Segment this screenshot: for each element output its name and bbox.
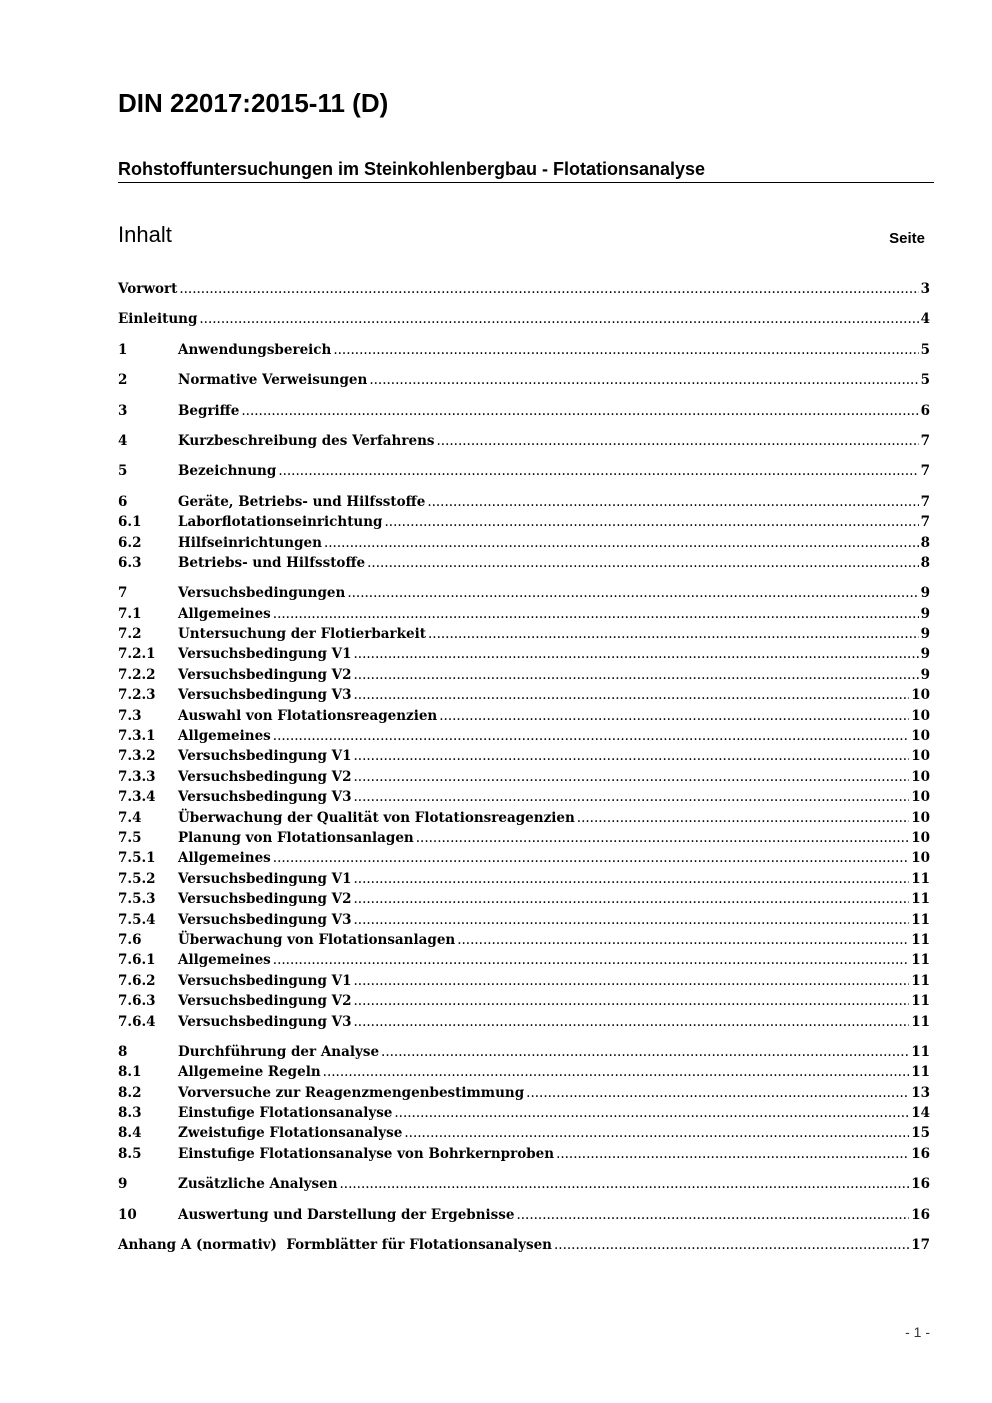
page-number: - 1 -	[905, 1324, 930, 1340]
toc-page-column-label: Seite	[889, 230, 925, 247]
toc-entry-leader-dots	[353, 787, 909, 807]
toc-entry-number: 7.1	[118, 605, 142, 622]
toc-entry[interactable]	[118, 930, 930, 950]
toc-entry-title: Überwachung der Qualität von Flotationsreagenzien	[178, 809, 575, 826]
toc-entry-number: 7.3.1	[118, 728, 156, 745]
toc-entry-page: 11	[911, 952, 930, 969]
toc-entry-page: 16	[911, 1206, 930, 1223]
toc-entry-title: Versuchsbedingungen	[178, 585, 346, 602]
toc-entry-page: 10	[911, 728, 930, 745]
toc-entry[interactable]	[118, 624, 930, 644]
toc-entry-number: 6.3	[118, 554, 142, 571]
toc-entry-leader-dots	[353, 910, 909, 930]
toc-entry[interactable]	[118, 279, 930, 299]
toc-entry-title: Versuchsbedingung V2	[178, 993, 352, 1010]
toc-entry-leader-dots	[353, 665, 918, 685]
toc-entry-page: 10	[911, 829, 930, 846]
toc-entry-number: 7.2.1	[118, 646, 156, 663]
toc-entry-number: 7.3.4	[118, 789, 156, 806]
toc-entry[interactable]	[118, 910, 930, 930]
toc-entry-page: 9	[920, 626, 930, 643]
toc-entry-number: 9	[118, 1176, 128, 1193]
toc-entry-leader-dots	[427, 492, 918, 512]
document-subtitle: Rohstoffuntersuchungen im Steinkohlenbergbau - Flotationsanalyse	[118, 158, 934, 183]
toc-entry-leader-dots	[353, 685, 909, 705]
toc-entry-page: 11	[911, 993, 930, 1010]
toc-entry[interactable]	[118, 431, 930, 451]
toc-entry-number: 7.6.3	[118, 993, 156, 1010]
toc-entry-title: Anwendungsbereich	[178, 341, 332, 358]
toc-entry-title: Versuchsbedingung V2	[178, 666, 352, 683]
toc-entry-number: 7.6	[118, 931, 142, 948]
toc-entry-number: 7.3	[118, 707, 142, 724]
toc-entry[interactable]	[118, 950, 930, 970]
toc-entry-title: Versuchsbedingung V3	[178, 687, 352, 704]
toc-entry-leader-dots	[428, 624, 919, 644]
toc-entry-leader-dots	[439, 706, 909, 726]
toc-entry-page: 6	[920, 402, 930, 419]
toc-entry-number: 6.1	[118, 514, 142, 531]
toc-entry-leader-dots	[404, 1123, 909, 1143]
toc-entry-page: 10	[911, 748, 930, 765]
toc-entry-number: 6	[118, 493, 128, 510]
toc-entry-title: Untersuchung der Flotierbarkeit	[178, 626, 426, 643]
toc-entry-number: 7.5.1	[118, 850, 156, 867]
toc-entry-title: Begriffe	[178, 402, 240, 419]
toc-entry-number: 8.5	[118, 1145, 142, 1162]
toc-entry[interactable]	[118, 553, 930, 573]
toc-heading: Inhalt	[118, 222, 172, 247]
toc-entry[interactable]	[118, 1144, 930, 1164]
toc-entry-number: 8.1	[118, 1064, 142, 1081]
toc-entry[interactable]	[118, 1205, 930, 1225]
toc-entry-leader-dots	[577, 808, 909, 828]
toc-entry-page: 7	[920, 514, 930, 531]
toc-entry[interactable]	[118, 971, 930, 991]
toc-entry[interactable]	[118, 644, 930, 664]
toc-entry-leader-dots	[381, 1042, 909, 1062]
toc-entry-number: 1	[118, 341, 128, 358]
toc-entry-page: 17	[911, 1237, 930, 1254]
toc-entry-number: 7.5.2	[118, 870, 156, 887]
toc-entry-title: Laborflotationseinrichtung	[178, 514, 383, 531]
toc-entry-number: 3	[118, 402, 128, 419]
toc-entry-title: Versuchsbedingung V3	[178, 1013, 352, 1030]
toc-entry-number: 7.5.3	[118, 891, 156, 908]
toc-entry-title: Planung von Flotationsanlagen	[178, 829, 414, 846]
toc-entry-page: 11	[911, 870, 930, 887]
toc-entry-title: Einstufige Flotationsanalyse von Bohrkernproben	[178, 1145, 555, 1162]
toc-entry[interactable]	[118, 889, 930, 909]
toc-entry[interactable]	[118, 604, 930, 624]
toc-entry-number: 7.3.2	[118, 748, 156, 765]
toc-entry-number: 6.2	[118, 534, 142, 551]
toc-entry-number: 7.5.4	[118, 911, 156, 928]
toc-entry-number: 5	[118, 463, 128, 480]
toc-entry-leader-dots	[437, 431, 919, 451]
toc-entry-title: Anhang A (normativ) Formblätter für Flotationsanalysen	[118, 1237, 552, 1254]
toc-entry-title: Auswahl von Flotationsreagenzien	[178, 707, 438, 724]
toc-entry-number: 10	[118, 1206, 137, 1223]
toc-entry-leader-dots	[199, 309, 918, 329]
toc-entry-title: Zusätzliche Analysen	[178, 1176, 338, 1193]
toc-entry-leader-dots	[457, 930, 909, 950]
toc-entry-page: 11	[911, 931, 930, 948]
toc-entry-leader-dots	[353, 869, 909, 889]
toc-entry-title: Versuchsbedingung V2	[178, 768, 352, 785]
toc-entry-page: 11	[911, 1043, 930, 1060]
toc-entry-page: 10	[911, 707, 930, 724]
toc-entry-title: Versuchsbedingung V1	[178, 972, 352, 989]
toc-entry-leader-dots	[353, 889, 909, 909]
toc-entry[interactable]	[118, 583, 930, 603]
toc-entry-leader-dots	[353, 1012, 909, 1032]
toc-entry-leader-dots	[367, 553, 918, 573]
toc-entry-page: 14	[911, 1105, 930, 1122]
toc-entry-page: 5	[920, 372, 930, 389]
toc-entry[interactable]	[118, 401, 930, 421]
table-of-contents	[118, 279, 930, 1255]
toc-entry-leader-dots	[353, 971, 909, 991]
toc-entry-number: 7.2.3	[118, 687, 156, 704]
toc-entry-title: Allgemeine Regeln	[178, 1064, 321, 1081]
toc-entry-number: 7.6.2	[118, 972, 156, 989]
toc-entry[interactable]	[118, 340, 930, 360]
toc-entry[interactable]	[118, 512, 930, 532]
toc-entry-leader-dots	[241, 401, 918, 421]
toc-entry[interactable]	[118, 706, 930, 726]
toc-entry[interactable]	[118, 1235, 930, 1255]
toc-entry-page: 13	[911, 1084, 930, 1101]
toc-entry-title: Betriebs- und Hilfsstoffe	[178, 554, 366, 571]
toc-entry-page: 10	[911, 850, 930, 867]
toc-entry-page: 10	[911, 789, 930, 806]
toc-entry-leader-dots	[323, 1062, 910, 1082]
toc-entry-number: 2	[118, 372, 128, 389]
toc-entry[interactable]	[118, 726, 930, 746]
toc-entry-leader-dots	[526, 1083, 909, 1103]
toc-entry[interactable]	[118, 828, 930, 848]
toc-entry-page: 10	[911, 768, 930, 785]
toc-entry-page: 7	[920, 463, 930, 480]
toc-entry-number: 4	[118, 432, 128, 449]
toc-entry-title: Vorwort	[118, 281, 178, 297]
toc-entry-page: 11	[911, 1013, 930, 1030]
toc-entry-number: 7.4	[118, 809, 142, 826]
toc-entry[interactable]	[118, 1062, 930, 1082]
toc-entry-title: Einstufige Flotationsanalyse	[178, 1105, 393, 1122]
toc-entry[interactable]	[118, 746, 930, 766]
toc-entry-title: Allgemeines	[178, 952, 271, 969]
toc-entry[interactable]	[118, 1174, 930, 1194]
toc-entry[interactable]	[118, 991, 930, 1011]
toc-entry-title: Allgemeines	[178, 850, 271, 867]
toc-entry-leader-dots	[273, 950, 909, 970]
toc-entry-title: Durchführung der Analyse	[178, 1043, 380, 1060]
toc-entry-leader-dots	[273, 604, 919, 624]
document-title: DIN 22017:2015-11 (D)	[118, 88, 389, 118]
toc-entry[interactable]	[118, 1012, 930, 1032]
toc-entry-number: 8	[118, 1043, 128, 1060]
toc-entry[interactable]	[118, 533, 930, 553]
toc-entry-page: 9	[920, 666, 930, 683]
toc-entry-page: 10	[911, 687, 930, 704]
toc-entry-title: Versuchsbedingung V3	[178, 911, 352, 928]
toc-entry-number: 7.6.4	[118, 1013, 156, 1030]
toc-entry[interactable]	[118, 461, 930, 481]
toc-entry-leader-dots	[324, 533, 919, 553]
toc-entry-leader-dots	[353, 644, 918, 664]
toc-entry-leader-dots	[556, 1144, 909, 1164]
toc-entry-number: 8.3	[118, 1105, 142, 1122]
toc-entry-leader-dots	[353, 767, 909, 787]
toc-entry-page: 10	[911, 809, 930, 826]
toc-entry-title: Normative Verweisungen	[178, 372, 368, 389]
toc-entry-number: 8.4	[118, 1125, 142, 1142]
toc-entry-leader-dots	[347, 583, 918, 603]
toc-entry-page: 9	[920, 605, 930, 622]
toc-entry[interactable]	[118, 370, 930, 390]
toc-entry-title: Bezeichnung	[178, 463, 277, 480]
toc-entry[interactable]	[118, 848, 930, 868]
toc-entry[interactable]	[118, 1123, 930, 1143]
toc-entry-title: Einleitung	[118, 311, 198, 328]
toc-entry-leader-dots	[333, 340, 918, 360]
toc-entry-page: 16	[911, 1145, 930, 1162]
toc-entry-title: Allgemeines	[178, 728, 271, 745]
toc-entry-page: 11	[911, 911, 930, 928]
toc-entry[interactable]	[118, 808, 930, 828]
toc-entry-title: Versuchsbedingung V1	[178, 646, 352, 663]
toc-entry-title: Kurzbeschreibung des Verfahrens	[178, 432, 435, 449]
toc-entry-page: 4	[920, 311, 930, 328]
toc-entry-leader-dots	[273, 726, 909, 746]
toc-entry-leader-dots	[353, 991, 909, 1011]
toc-entry[interactable]	[118, 665, 930, 685]
toc-entry[interactable]	[118, 869, 930, 889]
toc-entry[interactable]	[118, 767, 930, 787]
toc-entry-page: 11	[911, 891, 930, 908]
toc-entry-page: 9	[920, 585, 930, 602]
toc-entry-leader-dots	[273, 848, 909, 868]
toc-entry-leader-dots	[516, 1205, 909, 1225]
toc-entry-title: Geräte, Betriebs- und Hilfsstoffe	[178, 493, 426, 510]
toc-entry-leader-dots	[179, 279, 918, 299]
toc-entry-number: 7.6.1	[118, 952, 156, 969]
toc-entry-number: 7.5	[118, 829, 142, 846]
toc-entry-number: 7	[118, 585, 128, 602]
toc-entry-leader-dots	[353, 746, 909, 766]
toc-entry-title: Allgemeines	[178, 605, 271, 622]
toc-entry[interactable]	[118, 309, 930, 329]
toc-entry-title: Überwachung von Flotationsanlagen	[178, 931, 456, 948]
toc-entry-leader-dots	[554, 1235, 909, 1255]
toc-entry-title: Vorversuche zur Reagenzmengenbestimmung	[178, 1084, 525, 1101]
toc-entry-leader-dots	[394, 1103, 909, 1123]
toc-entry-title: Versuchsbedingung V3	[178, 789, 352, 806]
toc-entry-page: 7	[920, 432, 930, 449]
toc-entry-leader-dots	[369, 370, 918, 390]
toc-entry[interactable]	[118, 787, 930, 807]
toc-entry-leader-dots	[416, 828, 909, 848]
toc-entry-page: 11	[911, 1064, 930, 1081]
toc-entry-page: 5	[920, 341, 930, 358]
toc-entry-page: 16	[911, 1176, 930, 1193]
toc-entry-title: Versuchsbedingung V1	[178, 870, 352, 887]
toc-entry[interactable]	[118, 1083, 930, 1103]
toc-entry-page: 11	[911, 972, 930, 989]
toc-entry-leader-dots	[340, 1174, 910, 1194]
toc-entry[interactable]	[118, 492, 930, 512]
toc-entry-number: 7.3.3	[118, 768, 156, 785]
toc-entry-title: Auswertung und Darstellung der Ergebnisse	[178, 1206, 515, 1223]
toc-entry-title: Zweistufige Flotationsanalyse	[178, 1125, 403, 1142]
toc-entry-page: 15	[911, 1125, 930, 1142]
toc-entry-title: Versuchsbedingung V2	[178, 891, 352, 908]
toc-entry-page: 7	[920, 493, 930, 510]
toc-entry-page: 3	[920, 281, 930, 297]
toc-entry-leader-dots	[278, 461, 918, 481]
toc-entry-page: 8	[920, 554, 930, 571]
toc-entry-number: 7.2	[118, 626, 142, 643]
toc-entry-title: Hilfseinrichtungen	[178, 534, 322, 551]
toc-entry[interactable]	[118, 1042, 930, 1062]
toc-entry[interactable]	[118, 685, 930, 705]
toc-entry-number: 7.2.2	[118, 666, 156, 683]
toc-entry-title: Versuchsbedingung V1	[178, 748, 352, 765]
toc-entry[interactable]	[118, 1103, 930, 1123]
toc-entry-page: 8	[920, 534, 930, 551]
toc-entry-number: 8.2	[118, 1084, 142, 1101]
toc-entry-page: 9	[920, 646, 930, 663]
toc-entry-leader-dots	[385, 512, 919, 532]
